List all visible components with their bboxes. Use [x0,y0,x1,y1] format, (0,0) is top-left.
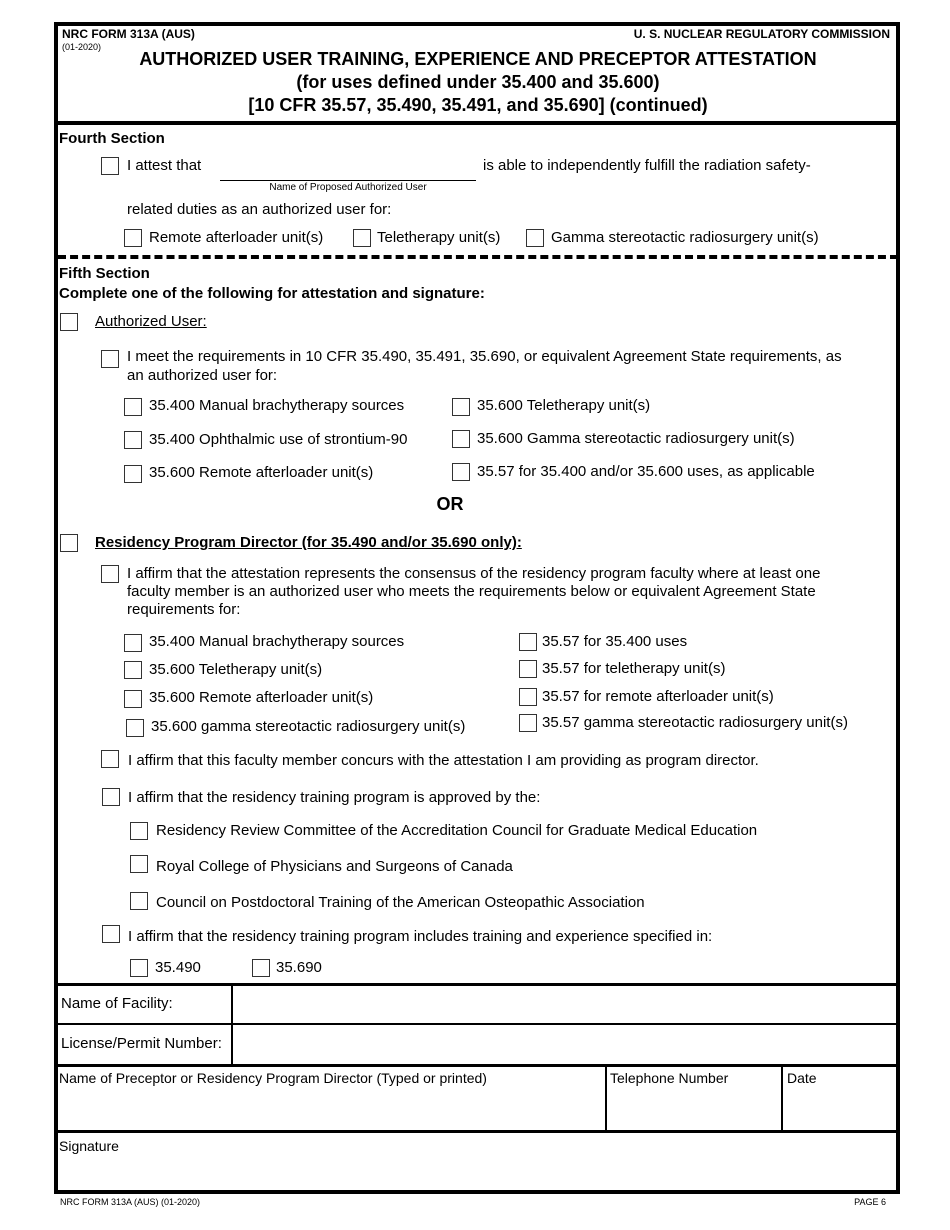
au-statement-line2: an authorized user for: [127,367,278,384]
footer-page-number: PAGE 6 [854,1197,886,1207]
proposed-user-name-field[interactable] [220,158,476,181]
teletherapy-label: Teletherapy unit(s) [377,229,501,246]
rpd-3557-gamma-label: 35.57 gamma stereotactic radiosurgery unit(s) [542,714,848,731]
au-remote-label: 35.600 Remote afterloader unit(s) [149,464,374,481]
au-manual-brachy-checkbox[interactable] [124,398,142,416]
facility-label: Name of Facility: [61,995,173,1012]
rpd-affirm-line2: faculty member is an authorized user who meets the requirements below or equivalent Agreement State [127,583,816,600]
signature-label: Signature [59,1138,119,1154]
rpd-3557-gamma-checkbox[interactable] [519,714,537,732]
date-divider [781,1065,783,1130]
rpd-3557-400-checkbox[interactable] [519,633,537,651]
rpd-3557-tele-checkbox[interactable] [519,660,537,678]
preceptor-name-input[interactable] [58,1090,603,1128]
inc-35490-label: 35.490 [155,959,201,976]
rpd-3557-400-label: 35.57 for 35.400 uses [542,633,688,650]
form-date: (01-2020) [62,42,102,52]
rpd-gamma-label: 35.600 gamma stereotactic radiosurgery unit(s) [151,718,466,735]
remote-afterloader-label: Remote afterloader unit(s) [149,229,324,246]
rpd-remote-checkbox[interactable] [124,690,142,708]
au-gamma-label: 35.600 Gamma stereotactic radiosurgery unit(s) [477,430,795,447]
form-title-line3: [10 CFR 35.57, 35.490, 35.491, and 35.690] (continued) [248,95,708,115]
preceptor-name-label: Name of Preceptor or Residency Program Director (Typed or printed) [59,1070,487,1086]
rpd-includes-label: I affirm that the residency training program includes training and experience specified in: [128,928,713,945]
section-divider-dashed [58,255,898,259]
fourth-section-heading: Fourth Section [59,130,165,147]
form-title-line1: AUTHORIZED USER TRAINING, EXPERIENCE AND PRECEPTOR ATTESTATION [139,49,817,69]
au-3557-checkbox[interactable] [452,463,470,481]
rpd-consensus-checkbox[interactable] [101,565,119,583]
rpd-approved-label: I affirm that the residency training program is approved by the: [128,789,541,806]
rpd-includes-checkbox[interactable] [102,925,120,943]
license-divider [54,1064,900,1067]
au-gamma-checkbox[interactable] [452,430,470,448]
rpd-manual-brachy-checkbox[interactable] [124,634,142,652]
license-label: License/Permit Number: [61,1035,222,1052]
approver-council-checkbox[interactable] [130,892,148,910]
date-label: Date [787,1070,817,1086]
rpd-teletherapy-label: 35.600 Teletherapy unit(s) [149,661,323,678]
residency-director-checkbox[interactable] [60,534,78,552]
au-3557-label: 35.57 for 35.400 and/or 35.600 uses, as applicable [477,463,815,480]
fields-divider-top [54,983,900,986]
residency-director-label: Residency Program Director (for 35.490 and/or 35.690 only): [95,534,522,551]
facility-input[interactable] [236,987,894,1021]
rpd-approved-checkbox[interactable] [102,788,120,806]
fifth-section-heading: Fifth Section [59,265,150,282]
rpd-3557-remote-checkbox[interactable] [519,688,537,706]
au-teletherapy-checkbox[interactable] [452,398,470,416]
agency-name: U. S. NUCLEAR REGULATORY COMMISSION [633,27,890,41]
remote-afterloader-checkbox[interactable] [124,229,142,247]
approver-royal-label: Royal College of Physicians and Surgeons of Canada [156,858,513,875]
au-manual-brachy-label: 35.400 Manual brachytherapy sources [149,397,405,414]
au-requirements-checkbox[interactable] [101,350,119,368]
signature-input[interactable] [58,1156,894,1190]
teletherapy-checkbox[interactable] [353,229,371,247]
phone-divider [605,1065,607,1130]
rpd-concur-checkbox[interactable] [101,750,119,768]
date-input[interactable] [785,1090,895,1128]
attest-prefix: I attest that [127,157,202,174]
form-id: NRC FORM 313A (AUS) [62,27,195,41]
rpd-3557-remote-label: 35.57 for remote afterloader unit(s) [542,688,774,705]
footer-form-ref: NRC FORM 313A (AUS) (01-2020) [60,1197,201,1207]
approver-rrc-checkbox[interactable] [130,822,148,840]
form-title-line2: (for uses defined under 35.400 and 35.600) [296,72,660,92]
authorized-user-checkbox[interactable] [60,313,78,331]
rpd-gamma-checkbox[interactable] [126,719,144,737]
au-statement-line1: I meet the requirements in 10 CFR 35.490, 35.491, 35.690, or equivalent Agreement State requirements, as [127,348,842,365]
signature-divider [54,1130,900,1133]
phone-input[interactable] [609,1090,779,1128]
rpd-concur-label: I affirm that this faculty member concurs with the attestation I am providing as program director. [128,752,759,769]
approver-council-label: Council on Postdoctoral Training of the American Osteopathic Association [156,894,645,911]
facility-divider [54,1023,900,1025]
attest-continuation: related duties as an authorized user for: [127,201,392,218]
rpd-remote-label: 35.600 Remote afterloader unit(s) [149,689,374,706]
rpd-affirm-line1: I affirm that the attestation represents the consensus of the residency program faculty where at least one [127,565,821,582]
approver-royal-checkbox[interactable] [130,855,148,873]
au-remote-checkbox[interactable] [124,465,142,483]
approver-rrc-label: Residency Review Committee of the Accreditation Council for Graduate Medical Education [156,822,758,839]
inc-35690-label: 35.690 [276,959,322,976]
header-divider [54,121,900,125]
fifth-section-subheading: Complete one of the following for attestation and signature: [59,285,485,302]
au-teletherapy-label: 35.600 Teletherapy unit(s) [477,397,651,414]
or-divider: OR [436,494,464,514]
inc-35490-checkbox[interactable] [130,959,148,977]
name-caption: Name of Proposed Authorized User [269,182,427,193]
inc-35690-checkbox[interactable] [252,959,270,977]
gamma-checkbox[interactable] [526,229,544,247]
au-ophthalmic-checkbox[interactable] [124,431,142,449]
attest-suffix: is able to independently fulfill the radiation safety- [483,157,811,174]
rpd-affirm-line3: requirements for: [127,601,241,618]
au-ophthalmic-label: 35.400 Ophthalmic use of strontium-90 [149,431,408,448]
gamma-label: Gamma stereotactic radiosurgery unit(s) [551,229,819,246]
attest-checkbox[interactable] [101,157,119,175]
license-input[interactable] [236,1027,894,1063]
rpd-teletherapy-checkbox[interactable] [124,661,142,679]
phone-label: Telephone Number [610,1070,729,1086]
authorized-user-label: Authorized User: [95,313,207,330]
rpd-3557-tele-label: 35.57 for teletherapy unit(s) [542,660,726,677]
rpd-manual-brachy-label: 35.400 Manual brachytherapy sources [149,633,405,650]
